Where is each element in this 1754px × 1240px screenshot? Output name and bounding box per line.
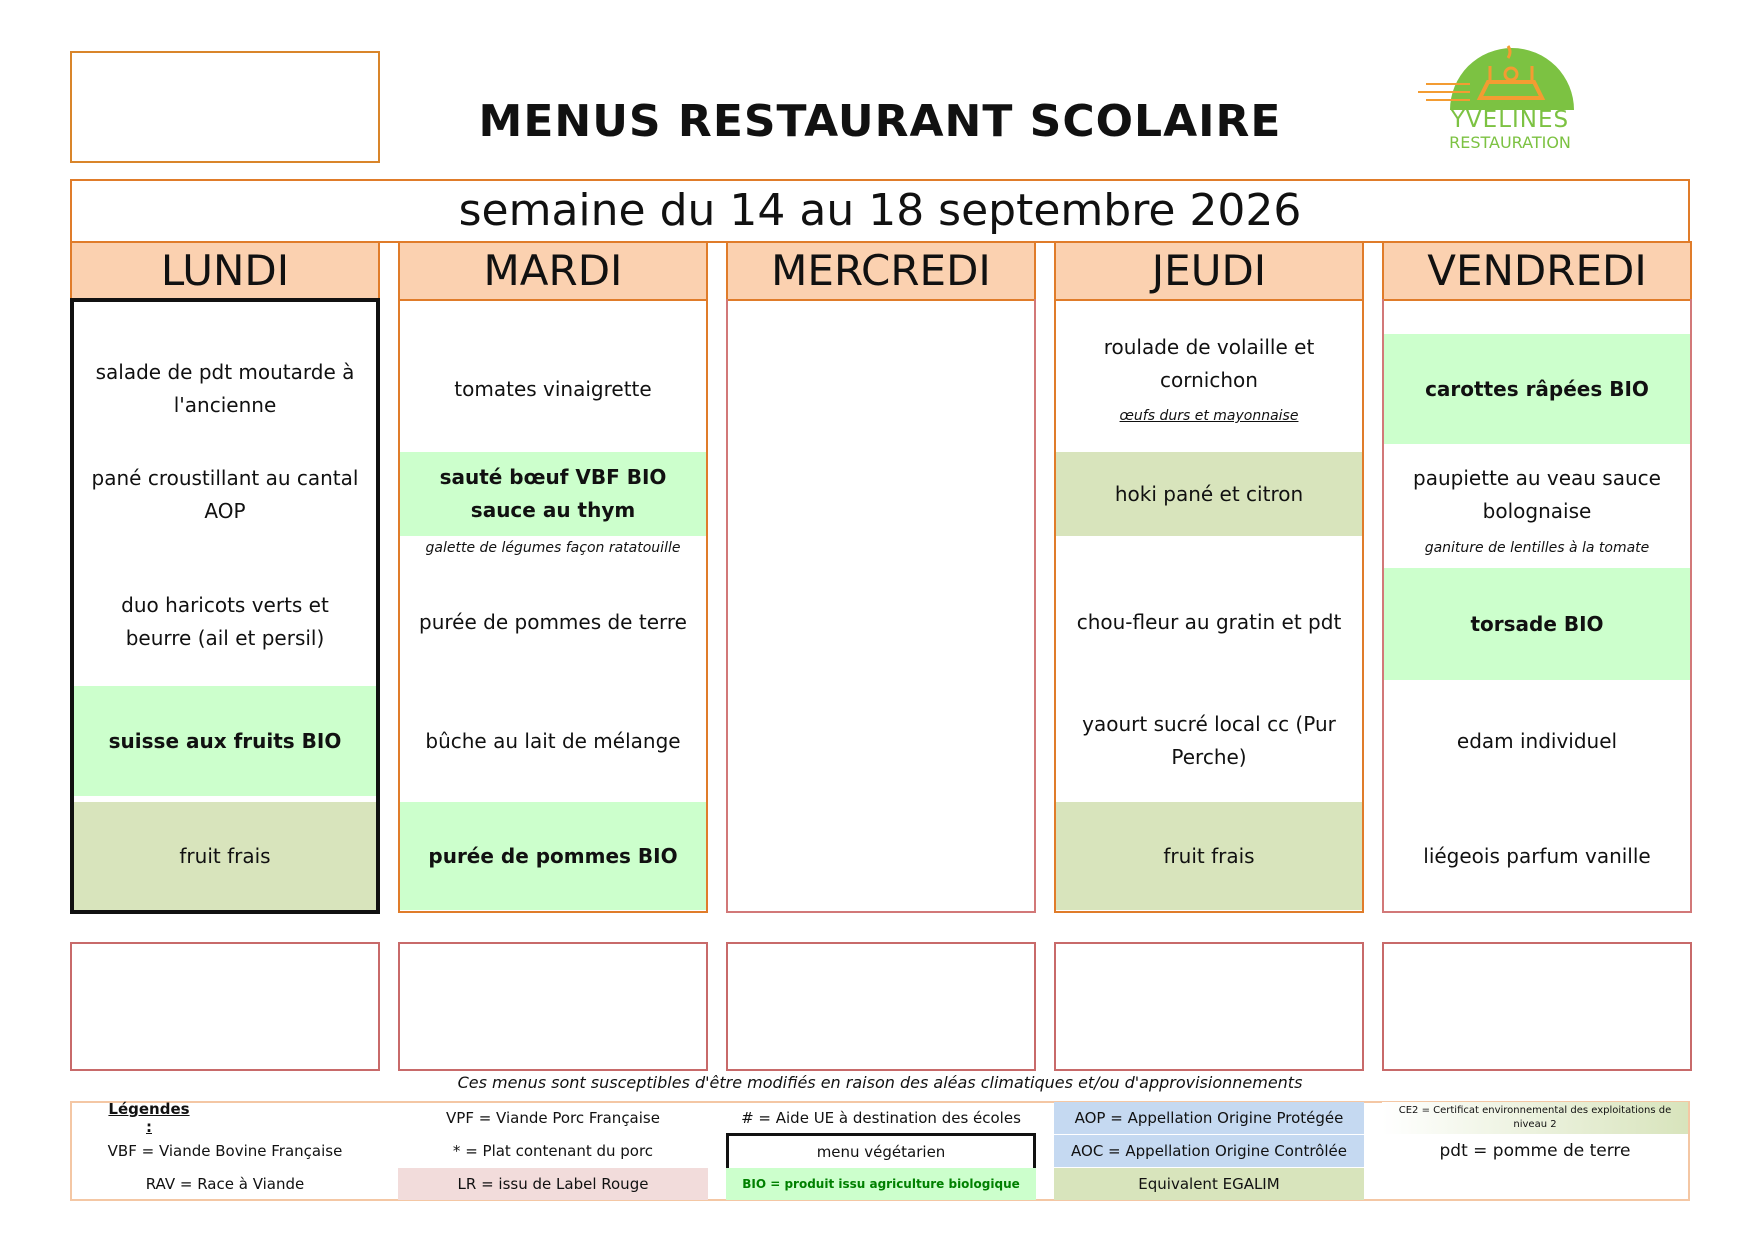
- legend-rav: RAV = Race à Viande: [145, 1175, 305, 1193]
- logo-line2: RESTAURATION: [1449, 133, 1571, 152]
- logo-line1: YVELINES: [1450, 107, 1570, 133]
- page-title: MENUS RESTAURANT SCOLAIRE: [478, 96, 1282, 147]
- menu-item: chou-fleur au gratin et pdt: [1076, 609, 1342, 634]
- legend-title: Légendes :: [108, 1100, 190, 1136]
- menu-item: purée de pommes BIO: [400, 802, 706, 910]
- menu-item: yaourt sucré local cc (Pur Perche): [1082, 712, 1336, 769]
- legend-aop: AOP = Appellation Origine Protégée: [1054, 1102, 1364, 1134]
- header-empty-box: [70, 51, 380, 163]
- menu-item-note: ganiture de lentilles à la tomate: [1424, 540, 1650, 556]
- vegetarian-day-frame: [70, 298, 380, 914]
- menu-item: purée de pommes de terre: [419, 609, 687, 634]
- legend-hash: # = Aide UE à destination des écoles: [741, 1109, 1021, 1127]
- menu-item: bûche au lait de mélange: [425, 728, 681, 753]
- menu-item: torsade BIO: [1384, 568, 1690, 680]
- legend-aoc: AOC = Appellation Origine Contrôlée: [1054, 1135, 1364, 1167]
- menu-item: liégeois parfum vanille: [1423, 843, 1651, 868]
- legend-pdt: pdt = pomme de terre: [1439, 1141, 1631, 1161]
- menu-item: fruit frais: [74, 802, 376, 910]
- menu-item-note: œufs durs et mayonnaise: [1119, 408, 1299, 424]
- menu-item: carottes râpées BIO: [1384, 334, 1690, 444]
- menu-item: suisse aux fruits BIO: [74, 686, 376, 796]
- menu-item-note: galette de légumes façon ratatouille: [425, 540, 681, 556]
- day-column-mercredi: [726, 299, 1036, 913]
- day-header-jeudi: JEUDI: [1054, 241, 1364, 301]
- day-footer-box: [726, 942, 1036, 1071]
- menu-item: edam individuel: [1456, 728, 1618, 753]
- day-footer-box: [398, 942, 708, 1071]
- legend-vpf: VPF = Viande Porc Française: [446, 1109, 660, 1127]
- menu-item: duo haricots verts et beurre (ail et persil): [121, 593, 329, 650]
- menu-item: hoki pané et citron: [1056, 452, 1362, 536]
- menu-item: pané croustillant au cantal AOP: [91, 466, 359, 523]
- week-banner: semaine du 14 au 18 septembre 2026: [70, 179, 1690, 243]
- day-header-mercredi: MERCREDI: [726, 241, 1036, 301]
- yvelines-restauration-logo: [1410, 40, 1610, 160]
- menu-item: roulade de volaille et cornichon: [1103, 335, 1315, 392]
- legend-bio: BIO = produit issu agriculture biologique: [726, 1168, 1036, 1200]
- legend-label-rouge: LR = issu de Label Rouge: [398, 1168, 708, 1200]
- menu-item: sauté bœuf VBF BIO sauce au thym: [400, 452, 706, 536]
- day-header-mardi: MARDI: [398, 241, 708, 301]
- menu-item: salade de pdt moutarde à l'ancienne: [95, 360, 355, 417]
- legend-porc: * = Plat contenant du porc: [452, 1142, 654, 1160]
- disclaimer: Ces menus sont susceptibles d'être modifiés en raison des aléas climatiques et/ou d'approvisionnements: [457, 1073, 1303, 1092]
- day-footer-box: [1382, 942, 1692, 1071]
- legend-vbf: VBF = Viande Bovine Française: [107, 1142, 343, 1160]
- legend-vegetarian: menu végétarien: [726, 1133, 1036, 1171]
- menu-item: fruit frais: [1056, 802, 1362, 910]
- day-footer-box: [1054, 942, 1364, 1071]
- legend-ce2: CE2 = Certificat environnemental des exploitations de niveau 2: [1382, 1102, 1688, 1134]
- legend-egalim: Equivalent EGALIM: [1054, 1168, 1364, 1200]
- menu-item: paupiette au veau sauce bolognaise: [1413, 466, 1661, 523]
- day-footer-box: [70, 942, 380, 1071]
- day-header-vendredi: VENDREDI: [1382, 241, 1692, 301]
- day-header-lundi: LUNDI: [70, 241, 380, 301]
- menu-item: tomates vinaigrette: [454, 376, 652, 401]
